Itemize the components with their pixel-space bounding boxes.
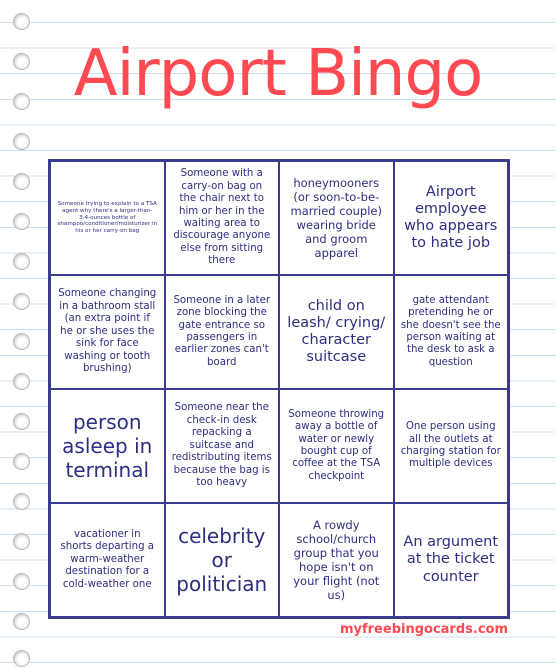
bingo-cell[interactable] <box>394 275 509 389</box>
page-title: Airport Bingo <box>73 37 483 111</box>
bingo-cell[interactable] <box>279 161 394 275</box>
bingo-cell[interactable] <box>50 275 165 389</box>
bingo-cell-text: Someone near the check-in desk repacking a suitcase and redistributing items because the bag is too heavy <box>171 402 272 489</box>
paper-hole <box>13 650 30 667</box>
paper-hole <box>13 413 30 430</box>
paper-hole <box>13 253 30 270</box>
bingo-cell[interactable] <box>50 503 165 617</box>
paper-hole <box>13 293 30 310</box>
bingo-cell-text: Someone trying to explain to a TSA agent why there's a larger-than-3.4-ounces bottle of shampoo/conditioner/moisturizer in his or her carry-on bag <box>57 200 158 235</box>
bingo-card <box>48 159 510 619</box>
paper-hole <box>13 453 30 470</box>
bingo-cell-text: honeymooners (or soon-to-be-married couple) wearing bride and groom apparel <box>290 175 382 261</box>
website-link[interactable]: myfreebingocards.com <box>339 622 508 637</box>
bingo-cell[interactable] <box>165 275 280 389</box>
bingo-cell[interactable] <box>394 161 509 275</box>
paper-hole <box>13 533 30 550</box>
bingo-cell-text: Someone with a carry-on bag on the chair next to him or her in the waiting area to discourage anyone else from sitting there <box>173 168 271 267</box>
bingo-cell[interactable] <box>165 161 280 275</box>
paper-hole <box>13 613 30 630</box>
bingo-cell[interactable] <box>279 275 394 389</box>
bingo-cell[interactable] <box>165 503 280 617</box>
bingo-cell-text: Airport employee who appears to hate job <box>404 183 498 252</box>
paper-hole <box>13 213 30 230</box>
paper-hole <box>13 573 30 590</box>
paper-hole <box>13 13 30 30</box>
bingo-cell-text: Someone changing in a bathroom stall (an extra point if he or she uses the sink for face washing or tooth brushing) <box>58 288 157 375</box>
bingo-cell[interactable] <box>394 389 509 503</box>
bingo-cell-text: celebrity or politician <box>176 524 268 596</box>
bingo-cell-text: An argument at the ticket counter <box>403 534 499 585</box>
bingo-cell[interactable] <box>50 161 165 275</box>
bingo-cell-text: vacationer in shorts departing a warm-weather destination for a cold-weather one <box>60 528 155 590</box>
bingo-cell-text: gate attendant pretending he or she doesn't see the person waiting at the desk to ask a question <box>400 294 501 368</box>
paper-hole <box>13 133 30 150</box>
bingo-cell[interactable] <box>165 389 280 503</box>
paper-hole <box>13 173 30 190</box>
bingo-cell-text: Someone throwing away a bottle of water or newly bought cup of coffee at the TSA checkpoint <box>288 408 385 482</box>
paper-hole <box>13 493 30 510</box>
bingo-cell-text: One person using all the outlets at charging station for multiple devices <box>400 421 501 470</box>
bingo-cell-text: person asleep in terminal <box>62 410 153 482</box>
bingo-cell[interactable] <box>394 503 509 617</box>
bingo-cell[interactable] <box>279 389 394 503</box>
bingo-cell-text: A rowdy school/church group that you hope isn't on your flight (not us) <box>293 517 380 603</box>
paper-hole <box>13 373 30 390</box>
bingo-cell[interactable] <box>279 503 394 617</box>
bingo-cell-text: Someone in a later zone blocking the gate entrance so passengers in earlier zones can't board <box>173 294 271 368</box>
bingo-cell[interactable] <box>50 389 165 503</box>
bingo-cell-text: child on leash/ crying/ character suitcase <box>287 297 386 366</box>
paper-hole <box>13 333 30 350</box>
